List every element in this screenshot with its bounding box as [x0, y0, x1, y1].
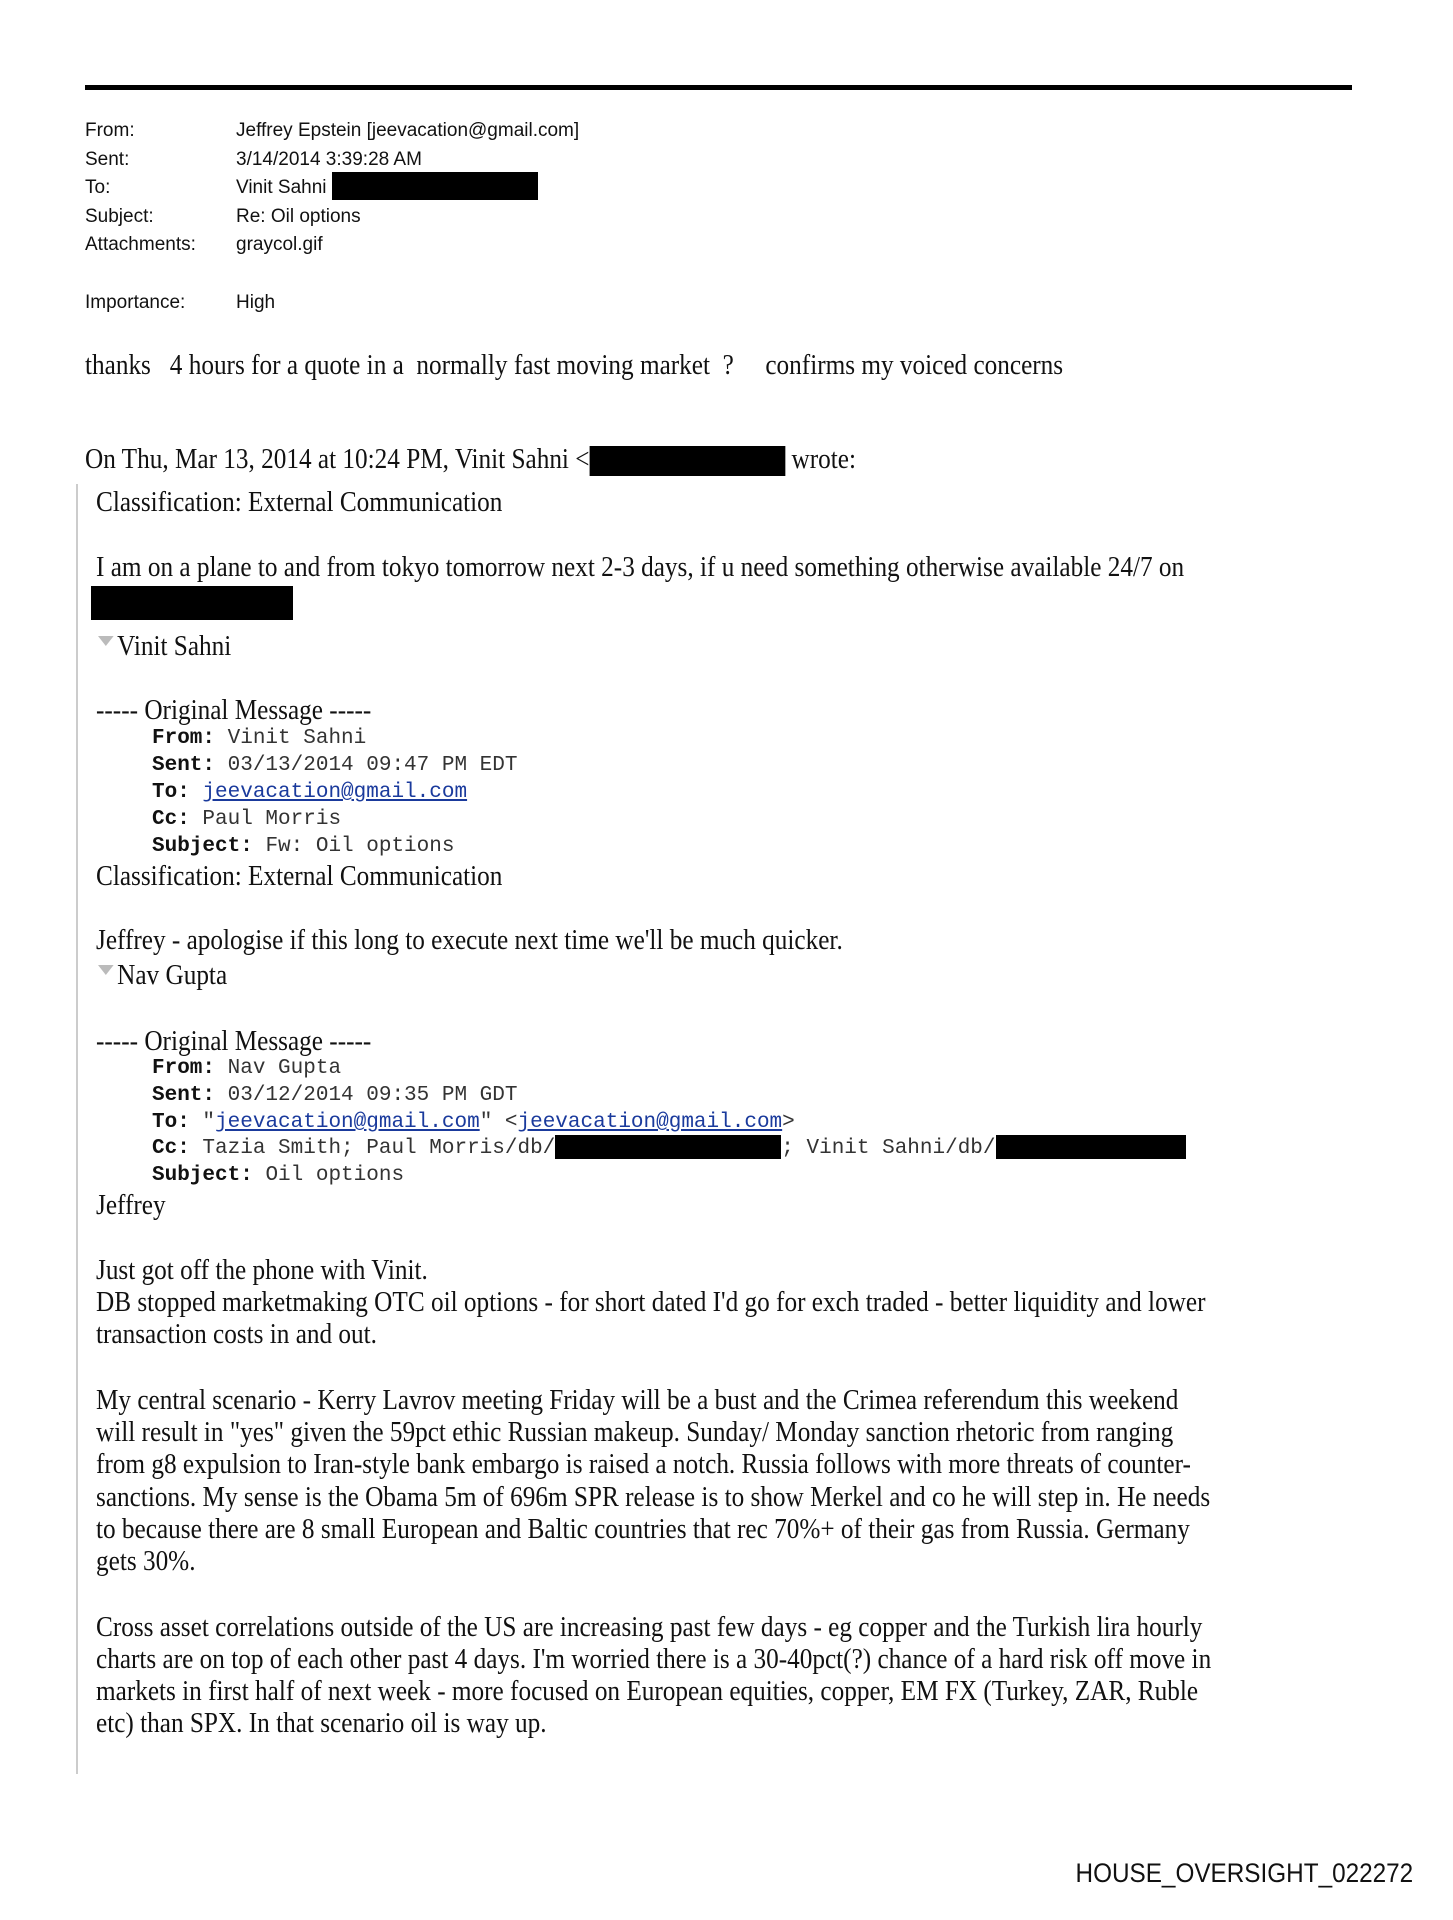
- attachment-link[interactable]: graycol.gif: [236, 234, 323, 255]
- orig2-sent: Sent: 03/12/2014 09:35 PM GDT: [152, 1084, 518, 1107]
- redaction: [332, 172, 538, 200]
- greeting: Jeffrey: [96, 1189, 166, 1221]
- classification: Classification: External Communication: [96, 860, 503, 892]
- email-link[interactable]: jeevacation@gmail.com: [517, 1111, 783, 1134]
- orig1-from: From: Vinit Sahni: [152, 727, 367, 750]
- orig1-subject: Subject: Fw: Oil options: [152, 835, 455, 858]
- redaction: [589, 446, 785, 476]
- quote-intro: On Thu, Mar 13, 2014 at 10:24 PM, Vinit Sahni < wrote:: [85, 443, 856, 475]
- bates-number: HOUSE_OVERSIGHT_022272: [1075, 1858, 1413, 1888]
- original-message-divider: ----- Original Message -----: [96, 694, 372, 726]
- top-rule: [85, 85, 1352, 90]
- orig1-sent: Sent: 03/13/2014 09:47 PM EDT: [152, 754, 518, 777]
- collapse-triangle-icon[interactable]: [98, 965, 114, 975]
- redaction: [91, 586, 293, 620]
- original-message-divider: ----- Original Message -----: [96, 1025, 372, 1057]
- orig2-to: To: "jeevacation@gmail.com" <jeevacation@gmail.com>: [152, 1111, 795, 1134]
- email-link[interactable]: jeevacation@gmail.com: [215, 1111, 480, 1134]
- orig1-cc: Cc: Paul Morris: [152, 808, 342, 831]
- orig2-subject: Subject: Oil options: [152, 1164, 405, 1187]
- orig2-cc: Cc: Tazia Smith; Paul Morris/db/ ; Vinit Sahni/db/: [152, 1135, 1186, 1162]
- quote-bar: [76, 484, 78, 1774]
- collapse-triangle-icon[interactable]: [98, 636, 114, 646]
- reply-body: thanks 4 hours for a quote in a normally fast moving market ? confirms my voiced concerns: [85, 349, 1064, 381]
- signature: Vinit Sahni: [98, 630, 231, 662]
- message-body: Jeffrey - apologise if this long to execute next time we'll be much quicker.: [96, 924, 843, 956]
- email-link[interactable]: jeevacation@gmail.com: [202, 781, 468, 804]
- classification: Classification: External Communication: [96, 486, 503, 518]
- redaction: [555, 1135, 781, 1159]
- signature: Nav Gupta: [98, 959, 227, 991]
- orig2-from: From: Nav Gupta: [152, 1057, 342, 1080]
- message-body: I am on a plane to and from tokyo tomorrow next 2-3 days, if u need something otherwise available 24/7 on: [96, 551, 1185, 583]
- orig1-to: To: jeevacation@gmail.com: [152, 781, 468, 804]
- redaction: [996, 1135, 1186, 1159]
